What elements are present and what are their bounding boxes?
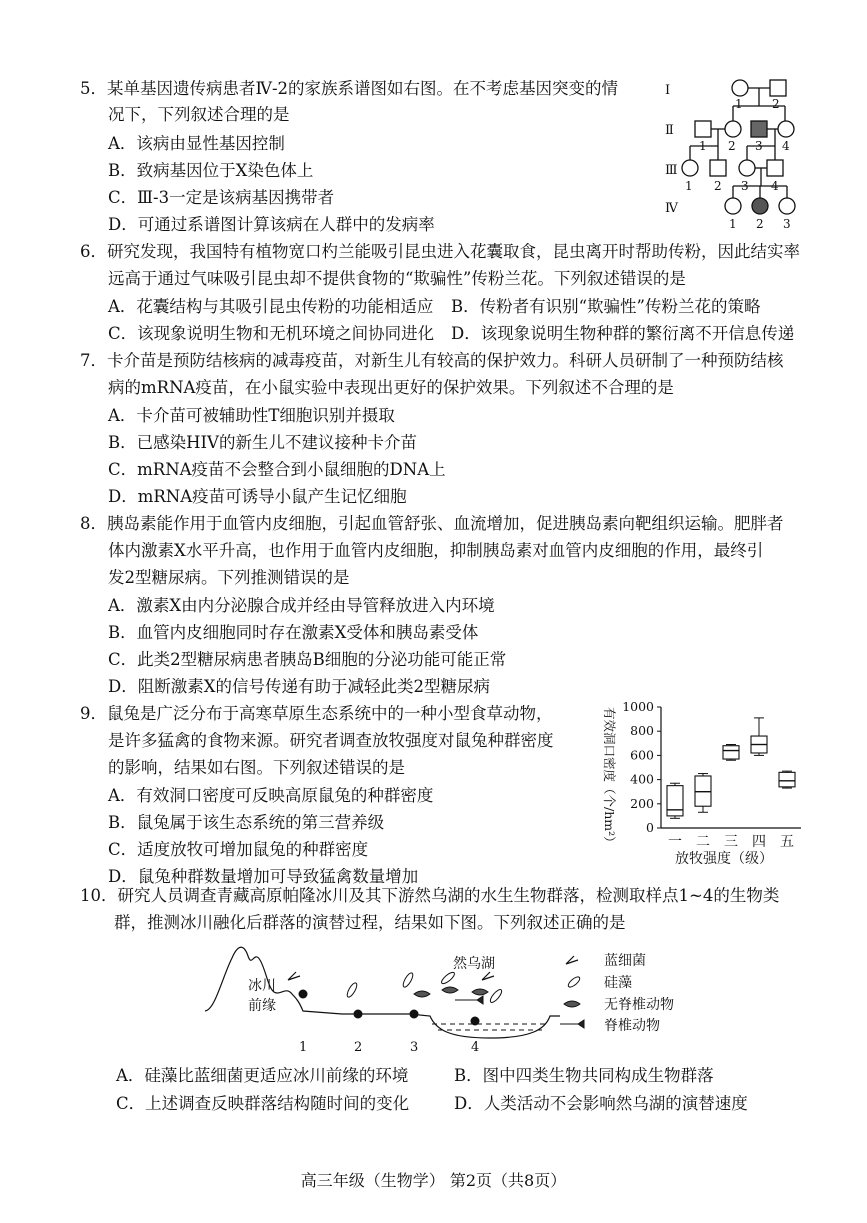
q8-option-b: B．血管内皮细胞同时存在激素X受体和胰岛素受体 [108, 623, 479, 642]
pedigree-i2 [770, 80, 786, 96]
chart-y-tick-label: 1000 [622, 699, 654, 714]
q8-option-c: C．此类2型糖尿病患者胰岛B细胞的分泌功能可能正常 [108, 650, 507, 669]
invertebrate-icon [442, 987, 458, 993]
q10-stem-line1: 10．研究人员调查青藏高原帕隆冰川及其下游然乌湖的水生生物群落，检测取样点1~4的生物类 [80, 886, 780, 905]
chart-ylabel: 有效洞口密度（个/hm²） [602, 707, 617, 849]
q6-stem-line1: 6．研究发现，我国特有植物宽口杓兰能吸引昆虫进入花囊取食，昆虫离开时帮助传粉，因此结实率 [80, 242, 800, 261]
q10-stem-line2: 群，推测冰川融化后群落的演替过程，结果如下图。下列叙述正确的是 [114, 913, 626, 932]
q10-option-a: A．硅藻比蓝细菌更适应冰川前缘的环境 [116, 1066, 409, 1085]
sample-point-1 [299, 990, 308, 999]
legend-label: 蓝细菌 [604, 953, 646, 969]
pedigree-i1 [732, 80, 748, 96]
vertebrate-icon [455, 996, 483, 1004]
cyanobacteria-icon [288, 972, 300, 980]
legend-invertebrate-icon [564, 1001, 580, 1007]
q9-option-d: D．鼠兔种群数量增加可导致猛禽数量增加 [108, 867, 419, 886]
q9-stem-line3: 的影响，结果如右图。下列叙述错误的是 [108, 758, 405, 777]
glacier-label: 冰川 [248, 978, 276, 994]
sample-point-4 [471, 1017, 480, 1026]
lake-water-lines [432, 1024, 548, 1030]
chart-y-tick-label: 400 [630, 771, 654, 787]
pedigree-num: 2 [728, 139, 736, 153]
sample-point-2 [354, 1010, 363, 1019]
q9-option-a: A．有效洞口密度可反映高原鼠兔的种群密度 [108, 786, 434, 805]
q6-option-b: B．传粉者有识别“欺骗性”传粉兰花的策略 [451, 297, 761, 316]
chart-y-tick-label: 200 [630, 795, 654, 811]
glacier-front-label: 前缘 [248, 998, 276, 1014]
chart-y-tick-label: 600 [630, 747, 654, 763]
q5-option-a: A．该病由显性基因控制 [108, 134, 285, 153]
chart-x-tick-label: 一 [668, 834, 682, 850]
pedigree-num: 4 [782, 139, 790, 153]
q6-option-c: C．该现象说明生物和无机环境之间协同进化 [108, 324, 435, 343]
chart-x-tick-label: 二 [696, 834, 710, 850]
pedigree-ii3 [751, 121, 767, 137]
pedigree-iii1 [682, 160, 698, 176]
pedigree-iv2 [752, 198, 768, 214]
diatom-icon [440, 971, 456, 986]
q8-stem-line2: 体内激素X水平升高，也作用于血管内皮细胞，抑制胰岛素对血管内皮细胞的作用，最终引 [108, 541, 764, 560]
chart-x-tick-label: 五 [780, 834, 794, 850]
q7-stem-line2: 病的mRNA疫苗，在小鼠实验中表现出更好的保护效果。下列叙述不合理的是 [108, 378, 674, 397]
q6-stem-line2: 远高于通过气味吸引昆虫却不提供食物的“欺骗性”传粉兰花。下列叙述错误的是 [108, 269, 686, 288]
q9-stem-line1: 9．鼠兔是广泛分布于高寒草原生态系统中的一种小型食草动物， [80, 704, 553, 723]
pedigree-iv3 [779, 198, 795, 214]
box-iqr [667, 786, 683, 816]
q7-option-c: C．mRNA疫苗不会整合到小鼠细胞的DNA上 [108, 460, 446, 479]
point-label: 3 [410, 1040, 419, 1055]
pedigree-gen-label: Ⅰ [665, 83, 671, 98]
q7-stem-line1: 7．卡介苗是预防结核病的减毒疫苗，对新生儿有较高的保护效力。科研人员研制了一种预防结核 [80, 351, 784, 370]
diatom-icon [401, 972, 414, 989]
q5-stem-line2: 况下，下列叙述合理的是 [108, 105, 290, 124]
pedigree-ii2 [725, 121, 741, 137]
pedigree-ii4 [778, 121, 794, 137]
legend-label: 无脊椎动物 [604, 997, 674, 1013]
pedigree-num: 3 [755, 139, 763, 153]
sample-point-3 [410, 1010, 419, 1019]
pedigree-num: 3 [783, 217, 791, 231]
invertebrate-icon [472, 989, 488, 995]
q8-option-d: D．阻断激素X的信号传递有助于减轻此类2型糖尿病 [108, 677, 490, 696]
q9-option-b: B．鼠兔属于该生态系统的第三营养级 [108, 813, 385, 832]
pedigree-num: 1 [685, 179, 693, 193]
pedigree-gen-label: Ⅲ [665, 163, 678, 178]
q9-option-c: C．适度放牧可增加鼠兔的种群密度 [108, 840, 369, 859]
q5-stem-line1: 5．某单基因遗传病患者Ⅳ-2的家族系谱图如右图。在不考虑基因突变的情 [80, 79, 619, 98]
q9-stem-line2: 是许多猛禽的食物来源。研究者调查放牧强度对鼠兔种群密度 [108, 731, 554, 750]
chart-x-tick-label: 四 [752, 834, 766, 850]
pedigree-num: 1 [699, 139, 707, 153]
box-iqr [723, 746, 739, 759]
box-iqr [779, 772, 795, 787]
point-label: 1 [299, 1040, 308, 1055]
page-footer: 高三年级（生物学） 第2页（共8页） [300, 1171, 567, 1190]
invertebrate-icon [414, 991, 430, 997]
q6-option-d: D．该现象说明生物种群的繁衍离不开信息传递 [451, 324, 795, 343]
pedigree-num: 3 [741, 179, 749, 193]
pedigree-iii2 [710, 160, 726, 176]
diatom-icon [489, 988, 504, 1004]
q8-stem-line3: 发2型糖尿病。下列推测错误的是 [108, 568, 350, 587]
pedigree-num: 4 [771, 179, 779, 193]
pedigree-num: 1 [729, 217, 737, 231]
pedigree-num: 2 [714, 179, 722, 193]
q5-option-d: D．可通过系谱图计算该病在人群中的发病率 [108, 215, 435, 234]
q10-option-d: D．人类活动不会影响然乌湖的演替速度 [454, 1094, 748, 1113]
legend-label: 硅藻 [604, 975, 632, 991]
legend-label: 脊椎动物 [604, 1018, 660, 1034]
succession-diagram [200, 938, 710, 1058]
chart-y-tick-label: 800 [630, 723, 654, 739]
pedigree-iii3 [739, 160, 755, 176]
pedigree-gen-label: Ⅳ [665, 201, 678, 216]
chart-y-tick-label: 0 [646, 820, 654, 835]
q6-option-a: A．花囊结构与其吸引昆虫传粉的功能相适应 [108, 297, 434, 316]
chart-xlabel: 放牧强度（级） [675, 851, 773, 867]
pedigree-num: 2 [772, 97, 780, 111]
pedigree-iv1 [725, 198, 741, 214]
q5-option-b: B．致病基因位于X染色体上 [108, 161, 314, 180]
legend-cyanobacteria-icon [566, 956, 578, 964]
cyanobacteria-icon [482, 972, 494, 980]
q5-option-c: C．Ⅲ-3一定是该病基因携带者 [108, 188, 335, 207]
legend-diatom-icon [567, 975, 582, 989]
q7-option-d: D．mRNA疫苗可诱导小鼠产生记忆细胞 [108, 487, 407, 506]
legend-vertebrate-icon [560, 1020, 584, 1028]
point-label: 4 [471, 1040, 480, 1055]
point-label: 2 [354, 1040, 363, 1055]
q8-option-a: A．激素X由内分泌腺合成并经由导管释放进入内环境 [108, 596, 495, 615]
q10-option-b: B．图中四类生物共同构成生物群落 [454, 1066, 714, 1085]
q8-stem-line1: 8．胰岛素能作用于血管内皮细胞，引起血管舒张、血流增加，促进胰岛素向靶组织运输。肥胖者 [80, 514, 784, 533]
pedigree-num: 2 [756, 217, 764, 231]
pedigree-gen-label: Ⅱ [665, 123, 674, 138]
diatom-icon [345, 982, 358, 999]
pedigree-num: 1 [735, 97, 743, 111]
q7-option-a: A．卡介苗可被辅助性T细胞识别并摄取 [108, 406, 395, 425]
q10-option-c: C．上述调查反映群落结构随时间的变化 [116, 1094, 410, 1113]
lake-label: 然乌湖 [453, 956, 495, 972]
pedigree-chart [655, 72, 835, 232]
density-boxplot-chart [585, 695, 810, 870]
pedigree-ii1 [695, 121, 711, 137]
chart-x-tick-label: 三 [724, 834, 738, 850]
pedigree-iii4 [767, 160, 783, 176]
q7-option-b: B．已感染HIV的新生儿不建议接种卡介苗 [108, 433, 417, 452]
